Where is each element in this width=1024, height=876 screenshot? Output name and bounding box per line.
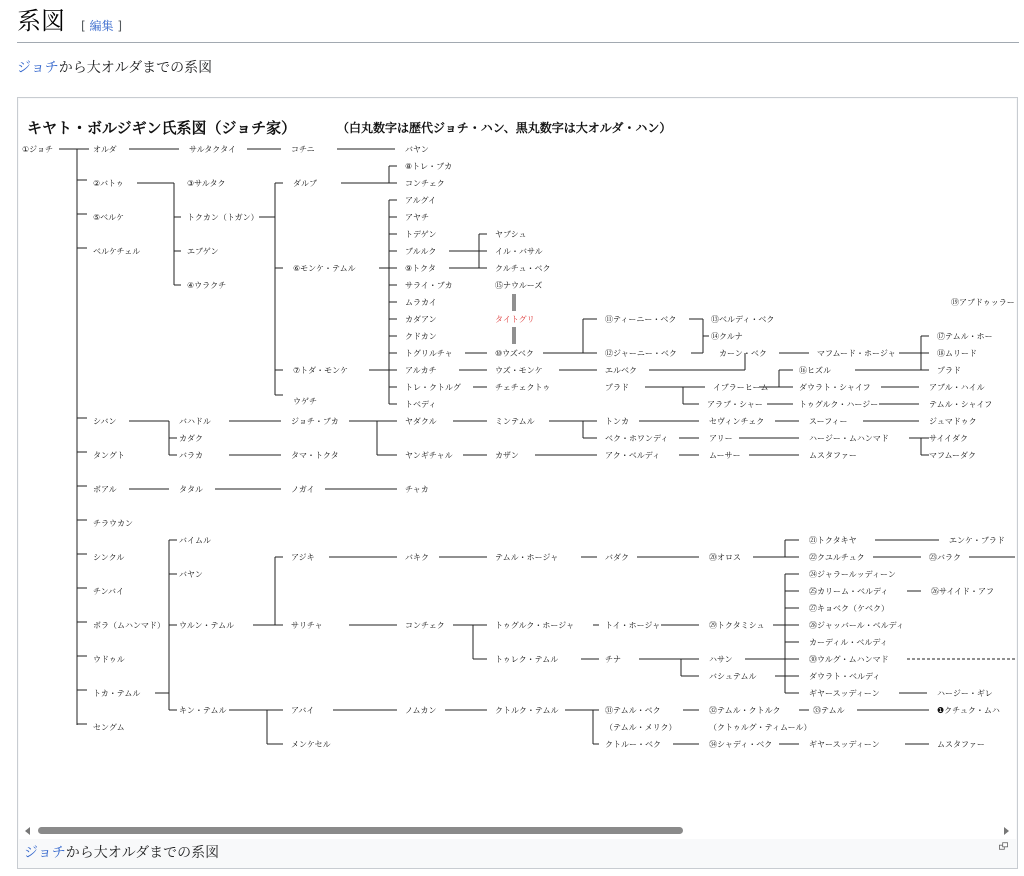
person-pulad2: プラド	[605, 383, 629, 392]
person-tangut: タングト	[93, 451, 125, 460]
person-berke: ⑤ベルケ	[93, 213, 125, 222]
jochi-link[interactable]: ジョチ	[17, 60, 59, 76]
person-tunka: トンカ	[605, 417, 629, 426]
person-taitugri: タイトグリ	[495, 315, 535, 324]
person-nogai: ノガイ	[291, 485, 315, 494]
person-mintemur: ミンテムル	[495, 417, 535, 426]
person-mahmudak: マフムーダク	[929, 451, 977, 460]
person-yangichar: ヤンギチャル	[405, 451, 453, 460]
person-chimbai: チンバイ	[93, 587, 125, 596]
person-abdulhay: アブル・ハイル	[929, 383, 985, 392]
person-bashtemur: バシュテムル	[709, 672, 757, 681]
person-kebek: ㉗キョベク（ケベク）	[809, 604, 889, 613]
person-tokhtakiya: ㉑トクタキヤ	[809, 536, 857, 545]
person-abdulla: ⑲アブドゥッラー	[951, 298, 1015, 307]
person-udur: ウドゥル	[93, 655, 125, 664]
person-ayachi: アヤチ	[405, 213, 429, 222]
person-baraq: ㉓バラク	[929, 553, 961, 562]
person-kutlubek: クトルー・ベク	[605, 740, 661, 749]
person-ulaqchi: ④ウラクチ	[187, 281, 227, 290]
person-hasan: ハサン	[709, 655, 733, 664]
person-bayan1: バヤン	[405, 145, 429, 154]
person-nomkan: ノムカン	[405, 706, 437, 715]
person-kadak: カダク	[179, 434, 203, 443]
person-pulad: プラド	[937, 366, 961, 375]
person-bayimur: バイムル	[179, 536, 211, 545]
person-murid: ⑱ムリード	[937, 349, 977, 358]
person-berkecher: ベルケチェル	[93, 247, 141, 256]
person-todamengu: ⑦トダ・モンケ	[293, 366, 349, 375]
person-ugechi: ウゲチ	[293, 397, 317, 406]
person-jochibuqa: ジョチ・ブカ	[291, 417, 339, 426]
person-abai: アバイ	[291, 706, 315, 715]
person-uzmengke: ウズ・モンケ	[495, 366, 543, 375]
person-toqta: ⑨トクタ	[405, 264, 436, 273]
person-sartaq3: ③サルタク	[187, 179, 226, 188]
person-temur: ㉝テムル	[813, 706, 845, 715]
genealogy-scroll-area[interactable]	[19, 99, 1016, 834]
scroll-right-arrow-icon[interactable]	[1004, 827, 1009, 835]
person-giyath2: ギヤースッディーン	[809, 740, 880, 749]
person-konchek2: コンチェク	[405, 621, 445, 630]
caption-jochi-link[interactable]: ジョチ	[24, 845, 66, 861]
caption-text: から大オルダまでの系図	[65, 845, 220, 861]
person-bora: ボラ（ムハンマド）	[93, 621, 165, 630]
person-mahmud: マフムード・ホージャ	[817, 349, 896, 358]
person-talbu: ダルブ	[293, 179, 317, 188]
person-shiban: シバン	[93, 417, 117, 426]
person-uruntemur: ウルン・テムル	[179, 621, 235, 630]
person-ali: アリー	[709, 434, 733, 443]
person-kadaan: カダアン	[405, 315, 437, 324]
person-tuyhoja: トイ・ホージャ	[605, 621, 661, 630]
person-chilaukan: チラウカン	[93, 519, 133, 528]
person-algui: アルグイ	[405, 196, 437, 205]
person-tugluk: トゥグルク・ハージー	[799, 400, 879, 409]
person-qulna: ⑭クルナ	[711, 332, 743, 341]
person-muraqai: ムラカイ	[405, 298, 437, 307]
person-jochi: ①ジョチ	[22, 145, 54, 154]
horizontal-scrollbar[interactable]	[19, 823, 1016, 839]
person-toktamish: ㉙トクタミシュ	[709, 621, 765, 630]
person-sengum: セングム	[93, 723, 125, 732]
figure-title: キヤト・ボルジギン氏系図（ジョチ家）	[27, 119, 297, 137]
person-orda: オルダ	[93, 145, 117, 154]
person-china: チナ	[605, 655, 621, 664]
scroll-left-arrow-icon[interactable]	[25, 827, 30, 835]
person-urus: ⑳オロス	[709, 553, 741, 562]
person-ibrahim: イブラーヒーム	[713, 383, 769, 392]
person-temurshay: テムル・シャイフ	[929, 400, 993, 409]
person-hajigiray: ハージー・ギレ	[937, 689, 993, 698]
person-tolebuqa: ⑧トレ・ブカ	[405, 162, 453, 171]
person-ebugen: エブゲン	[187, 247, 219, 256]
person-qadirberdi: カーディル・ベルディ	[809, 638, 888, 647]
person-ajiki: アジキ	[291, 553, 315, 562]
person-sufi: スーフィー	[809, 417, 848, 426]
person-temurkutlug_alt: （クトゥルグ・ティムール）	[709, 723, 812, 732]
person-sarichi: サリチャ	[291, 621, 323, 630]
person-todegen: トデゲン	[405, 230, 437, 239]
person-bulluk: ブルルク	[405, 247, 437, 256]
person-tubedi: トベディ	[405, 400, 437, 409]
section-heading: 系図	[17, 7, 65, 35]
person-jumaduk: ジュマドゥク	[929, 417, 977, 426]
person-kuchukmuh: ❶クチュク・ムハ	[937, 706, 1000, 715]
person-tuqatemur2: トゥレク・テムル	[495, 655, 559, 664]
intro-line	[17, 58, 212, 78]
person-tokkan: トクカン（トガン）	[187, 213, 259, 222]
person-ilbek: エルベク	[605, 366, 637, 375]
person-nawruz: ⑮ナウルーズ	[495, 281, 543, 290]
person-kochu: コチニ	[291, 145, 315, 154]
person-hajimuhammad: ハージー・ムハンマド	[809, 434, 889, 443]
person-khizr: ⑯ヒズル	[799, 366, 831, 375]
person-akbeldi: アク・ベルディ	[605, 451, 661, 460]
person-sartaq: サルタクタイ	[189, 145, 236, 154]
person-sevinchek: セヴィンチェク	[709, 417, 765, 426]
person-kutlugh: トレ・クトルグ	[405, 383, 461, 392]
person-ulugmuhammad: ㉚ウルグ・ムハンマド	[809, 655, 889, 664]
enlarge-icon[interactable]	[999, 842, 1008, 850]
person-tugrilcha: トグリルチャ	[405, 349, 453, 358]
figure-subtitle: （白丸数字は歴代ジョチ・ハン、黒丸数字は大オルダ・ハン）	[337, 121, 672, 135]
person-mengutemur: ⑥モンケ・テムル	[293, 264, 356, 273]
person-yabshu: ヤブシュ	[495, 230, 527, 239]
person-temurbek_alt: （テムル・メリク）	[605, 723, 677, 732]
person-kutluqtemur: クトルク・テムル	[495, 706, 559, 715]
person-jalaladdin: ㉔ジャラールッディーン	[809, 570, 896, 579]
person-saraybuqa: サライ・ブカ	[405, 281, 453, 290]
person-karimberdi: ㉕カリーム・ベルディ	[809, 587, 889, 596]
person-berdibek: ⑬ベルディ・ベク	[711, 315, 775, 324]
intro-text: から大オルダまでの系図	[58, 60, 213, 76]
person-menggeser: メンケセル	[291, 740, 331, 749]
person-engke: エンケ・ブラド	[949, 536, 1005, 545]
person-dawlatberdi: ダウラト・ベルディ	[809, 672, 881, 681]
person-badak: バダク	[605, 553, 629, 562]
heading-divider	[17, 42, 1019, 43]
person-kudukan: クドカン	[405, 332, 437, 341]
person-batu: ②バトゥ	[93, 179, 124, 188]
person-temurkho: ⑰テムル・ホー	[937, 332, 993, 341]
figure-caption	[24, 843, 219, 863]
person-shingkur: シンクル	[93, 553, 125, 562]
figure-frame	[17, 97, 1018, 869]
person-bekhoja: ベク・ホワンディ	[605, 434, 669, 443]
edit-link[interactable]: 編集	[89, 19, 114, 33]
person-temurkutlug: ㉜テムル・クトルク	[709, 706, 781, 715]
person-kintemur: キン・テムル	[179, 706, 227, 715]
edit-bracket-close: ]	[117, 19, 123, 33]
genealogy-chart	[19, 99, 1016, 824]
person-arabshah: アラブ・シャー	[707, 400, 763, 409]
scrollbar-thumb[interactable]	[38, 827, 683, 834]
person-temurbek: ㉛テムル・ベク	[605, 706, 661, 715]
person-chechektu: チェチェクトゥ	[495, 383, 551, 392]
person-tuqatemur: トカ・テムル	[93, 689, 141, 698]
person-sayyidahmad: ㉖サイイド・アフ	[931, 587, 995, 596]
person-chaka: チャカ	[405, 485, 429, 494]
person-kurchubek: クルチュ・ベク	[495, 264, 551, 273]
person-shadibek: ㉞シャディ・ベク	[709, 740, 773, 749]
person-ilbasar: イル・バサル	[495, 247, 543, 256]
person-kazan: カザン	[495, 451, 519, 460]
edit-section	[81, 17, 122, 34]
person-bakik: バキク	[405, 553, 429, 562]
person-alkachi: アルカチ	[405, 366, 437, 375]
person-janibek: ⑫ジャーニー・ベク	[605, 349, 677, 358]
person-giyath: ギヤースッディーン	[809, 689, 880, 698]
person-mustafa2: ムスタファー	[937, 740, 985, 749]
person-buwal: ボアル	[93, 485, 117, 494]
person-bayan2: バヤン	[179, 570, 203, 579]
person-konchek: コンチェク	[405, 179, 445, 188]
person-kanbek: カーン・ベク	[719, 349, 767, 358]
person-tinibek: ⑪ティーニー・ベク	[605, 315, 677, 324]
edit-bracket-open: [	[81, 19, 86, 33]
person-jabbarberdi: ㉘ジャッバール・ベルディ	[809, 621, 905, 630]
person-baraka: バラカ	[179, 451, 203, 460]
person-musa: ムーサー	[709, 451, 741, 460]
person-badakul: ヤダクル	[405, 417, 437, 426]
person-tugluqhoja: トゥグルク・ホージャ	[495, 621, 575, 630]
person-mustafa: ムスタファー	[809, 451, 857, 460]
person-temurhoja: テムル・ホージャ	[495, 553, 559, 562]
person-sayyidak: サイイダク	[929, 434, 969, 443]
person-tamatuqta: タマ・トクタ	[291, 451, 339, 460]
person-ozbeg: ⑩ウズベク	[495, 349, 534, 358]
person-tatar: タタル	[179, 485, 203, 494]
person-dawlat: ダウラト・シャイフ	[799, 383, 871, 392]
person-bahadur: バハドル	[179, 417, 211, 426]
person-kuchuk: ㉒クユルチュク	[809, 553, 865, 562]
